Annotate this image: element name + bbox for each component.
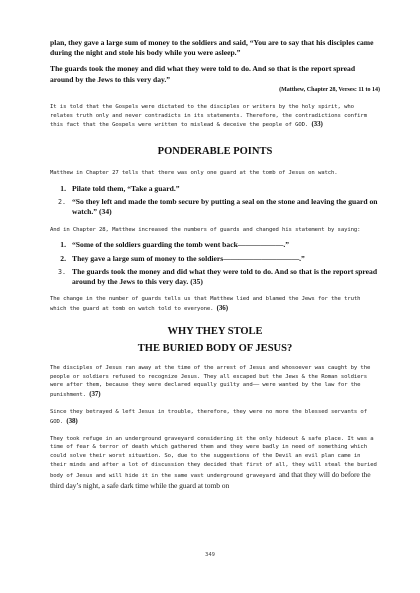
paragraph-change-guards [50, 295, 380, 314]
footnote-ref-38: (38) [66, 416, 78, 425]
paragraph-gospels-text: It is told that the Gospels were dictated to the disciples or writers by the holy spirit, who relates truth only and never contradicts in its statements. Therefore, the contradictions confirm this fact that the Gospels were written to mislead & deceive the people of GOD. [50, 103, 367, 129]
paragraph-since [50, 408, 380, 427]
heading-buried-body: THE BURIED BODY OF JESUS? [137, 342, 293, 354]
list-text: “So they left and made the tomb secure by putting a seal on the stone and leaving the guard on watch.” (34) [72, 197, 378, 217]
list-item [50, 254, 380, 264]
paragraph-refuge-tail: and that they will do before the third day’s night, a safe dark time while the guard at tomb on [50, 469, 371, 490]
paragraph-refuge-text: They took refuge in an underground graveyard considering it the only hideout & safe place. It was a time of fear & terror of death which gathered them and they were badly in need of something which could solve their worst situation. So, due to the suggestions of the Devil an evil plan came in their minds and after a lot of discussion they decided that first of all, they will steal the buried body of Jesus and will hide it in the same vast underground graveyard [50, 435, 377, 479]
list-item [50, 184, 380, 194]
list-soldiers-statements [50, 240, 380, 287]
document-page [50, 38, 380, 491]
paragraph-disciples-text: The disciples of Jesus ran away at the time of the arrest of Jesus and whosoever was caught by the people or soldiers refused to recognize Jesus. They all escaped but the Jews & the Roman soldiers were after them, because they were declared equally guilty and—— were wanted by the law for the punishment. [50, 364, 371, 399]
list-item [50, 197, 380, 217]
list-number: 1. [60, 240, 66, 250]
paragraph-change-text: The change in the number of guards tells us that Matthew lied and blamed the Jews for the truth which the guard at tomb on watch told to everyone. [50, 296, 361, 313]
page-number: 349 [205, 552, 215, 558]
list-number: 2. [58, 198, 66, 207]
list-guard-statements [50, 184, 380, 218]
list-number: 2. [60, 253, 66, 263]
top-quote [50, 38, 380, 93]
footnote-ref-33: (33) [311, 120, 323, 129]
quote-line-2: The guards took the money and did what they were told to do. And so that is the report spread around by the Jews to this very day.” [50, 64, 356, 84]
paragraph-matthew-27: Matthew in Chapter 27 tells that there was only one guard at the tomb of Jesus on watch. [50, 170, 338, 177]
paragraph-gospels [50, 103, 380, 130]
paragraph-refuge [50, 435, 380, 492]
heading-ponderable-points: PONDERABLE POINTS [157, 146, 273, 158]
list-item [50, 267, 380, 287]
quote-line-1: plan, they gave a large sum of money to the soldiers and said, “You are to say that his disciples came during the night and stole his body while you were asleep.” [50, 38, 374, 58]
list-text: “Some of the soldiers guarding the tomb went back——————.” [72, 240, 290, 250]
list-text: Pilate told them, “Take a guard.” [72, 184, 180, 193]
list-text: They gave a large sum of money to the soldiers——————————.” [72, 253, 305, 263]
paragraph-matthew-28: And in Chapter 28, Matthew increased the numbers of guards and changed his statement by saying: [50, 226, 361, 233]
list-number: 1. [60, 184, 66, 193]
footnote-ref-36: (36) [216, 304, 228, 313]
paragraph-since-text: Since they betrayed & left Jesus in trouble, therefore, they were no more the blessed servants of GOD. [50, 409, 367, 425]
list-number: 3. [58, 267, 66, 276]
list-item [50, 240, 380, 250]
paragraph-disciples [50, 364, 380, 400]
quote-citation: (Matthew, Chapter 28, Verses: 11 to 14) [279, 86, 380, 93]
list-text: The guards took the money and did what they were told to do. And so that is the report spread around by the Jews to this very day. (35) [72, 266, 378, 287]
heading-why-they-stole: WHY THEY STOLE [167, 325, 263, 337]
footnote-ref-37: (37) [89, 390, 101, 399]
